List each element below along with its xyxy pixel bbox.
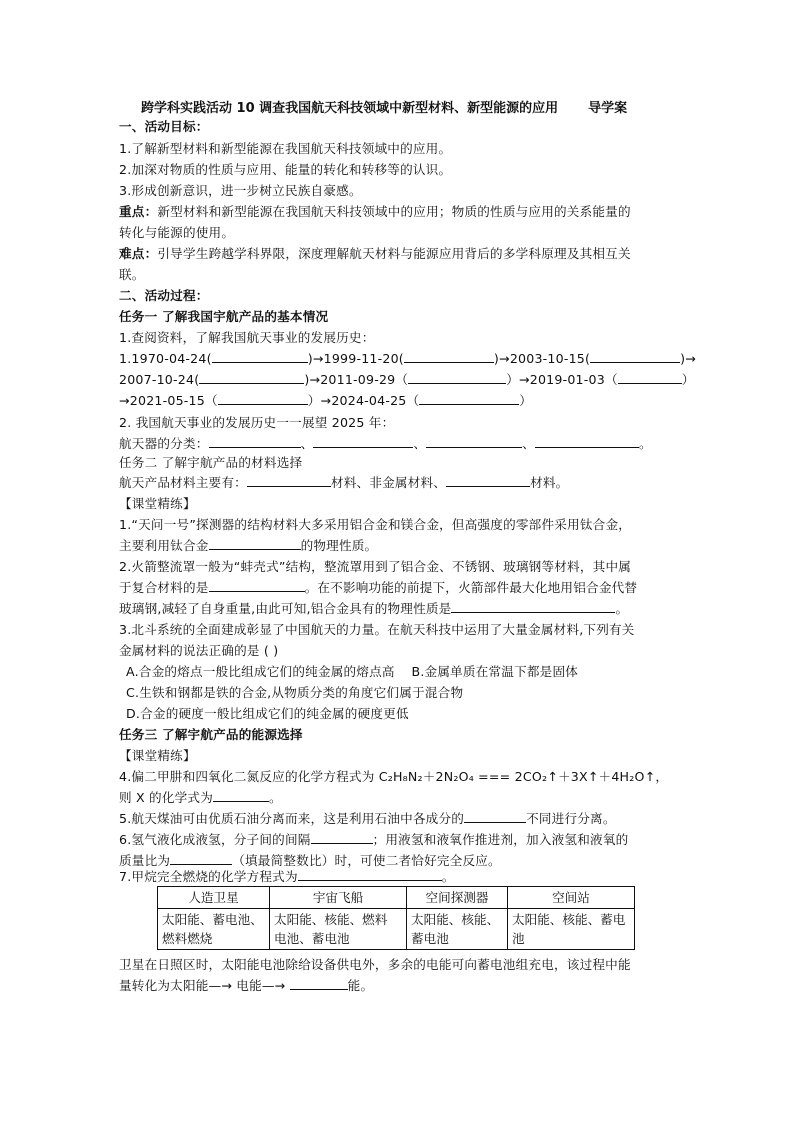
task1-title: 任务一 了解我国宇航产品的基本情况	[119, 309, 329, 324]
answer-blank[interactable]	[199, 371, 304, 384]
q2-text-d: 。	[615, 601, 629, 616]
difficulty-text-1: 引导学生跨越学科界限，深度理解航天材料与能源应用背后的多学科原理及其相互关	[157, 246, 631, 261]
key-label: 重点：	[119, 204, 158, 219]
arrow-icon: →	[312, 351, 324, 366]
arrow-icon: →	[309, 372, 321, 387]
paren: ）	[519, 393, 533, 408]
answer-blank[interactable]	[209, 537, 301, 550]
timeline-line-3	[119, 392, 532, 410]
q4-line-1: 4.偏二甲肼和四氧化二氮反应的化学方程式为 C₂H₈N₂＋2N₂O₄ === 2CO₂↑＋3X↑＋4H₂O↑，	[119, 769, 669, 784]
paren: )	[304, 372, 310, 387]
q3-options-ab	[126, 663, 578, 681]
timeline-line-2	[119, 371, 695, 389]
paren: ）	[681, 372, 695, 387]
answer-blank[interactable]	[464, 810, 526, 823]
task2-title: 任务二 了解宇航产品的材料选择	[119, 455, 303, 470]
answer-blank[interactable]	[290, 977, 348, 990]
separator: 、	[413, 436, 427, 451]
materials-text: 材料、非金属材料、	[330, 475, 447, 490]
q2-line-1: 2.火箭整流罩一般为“蚌壳式”结构，整流罩用到了铝合金、不锈钢、玻璃钢等材料，其中属	[119, 559, 632, 574]
task3-title: 任务三 了解宇航产品的能源选择	[119, 727, 303, 742]
q1-text-a: 主要利用钛合金	[119, 538, 209, 553]
q7-text-b: 。	[441, 869, 455, 884]
key-points-line-2: 转化与能源的使用。	[119, 225, 235, 240]
arrow-icon: →	[685, 351, 697, 366]
answer-blank[interactable]	[170, 852, 232, 865]
table-header: 人造卫星	[158, 887, 270, 909]
q2-text-a: 于复合材料的是	[119, 580, 209, 595]
closing-text-a: 量转化为太阳能—→ 电能—→	[119, 978, 290, 993]
option-a[interactable]: A.合金的熔点一般比组成它们的纯金属的熔点高	[126, 664, 395, 679]
materials-label: 航天产品材料主要有：	[119, 475, 247, 490]
q2-line-2	[119, 579, 637, 597]
key-points-line-1	[119, 203, 631, 221]
categories-label: 航天器的分类：	[119, 436, 209, 451]
answer-blank[interactable]	[298, 868, 442, 881]
task1-q2: 2. 我国航天事业的发展历史一一展望 2025 年：	[119, 415, 395, 430]
answer-blank[interactable]	[212, 350, 308, 363]
title-tag: 导学案	[588, 101, 628, 116]
paren: )	[307, 351, 313, 366]
table-header: 空间站	[508, 887, 635, 909]
paren: ）	[307, 393, 321, 408]
q6-line-1	[119, 831, 628, 849]
closing-line-2	[119, 977, 373, 995]
arrow-icon: →	[499, 351, 510, 366]
option-b[interactable]: B.金属单质在常温下都是固体	[411, 664, 579, 679]
q5-text-a: 5.航天煤油可由优质石油分离而来，这是利用石油中各成分的	[119, 811, 465, 826]
difficulty-label: 难点：	[119, 246, 158, 261]
task2-materials-line	[119, 474, 568, 492]
q6-text-d: （填最简整数比）时，可使二者恰好完全反应。	[232, 853, 501, 868]
cell-line: 太阳能、核能、	[411, 912, 500, 927]
q1-line-2	[119, 537, 377, 555]
answer-blank[interactable]	[313, 435, 413, 448]
answer-blank[interactable]	[247, 474, 331, 487]
cell-line: 燃料燃烧	[162, 931, 213, 946]
answer-blank[interactable]	[213, 789, 269, 802]
timeline-date-5: 2011-09-29（	[320, 372, 409, 387]
table-cell	[407, 909, 508, 950]
difficulty-line-2: 联。	[119, 267, 145, 282]
answer-blank[interactable]	[419, 392, 519, 405]
q5-line	[119, 810, 616, 828]
practice-label-2: 【课堂精练】	[119, 748, 196, 763]
answer-blank[interactable]	[446, 474, 530, 487]
title-text: 跨学科实践活动 10 调查我国航天科技领域中新型材料、新型能源的应用	[141, 101, 559, 116]
cell-line: 电池、蓄电池	[274, 931, 350, 946]
cell-line: 池	[512, 931, 525, 946]
answer-blank[interactable]	[311, 831, 373, 844]
q3-line-2: 金属材料的说法正确的是 ( )	[119, 643, 279, 658]
q1-text-b: 的物理性质。	[300, 538, 378, 553]
closing-text-b: 能。	[347, 978, 374, 993]
timeline-date-1: 1.1970-04-24(	[119, 351, 212, 366]
q4-line-2	[119, 789, 282, 807]
practice-label: 【课堂精练】	[119, 496, 196, 511]
table-row	[158, 909, 635, 950]
timeline-line-1	[119, 350, 696, 368]
timeline-date-6: 2019-01-03（	[529, 372, 618, 387]
period: 。	[638, 436, 652, 451]
answer-blank[interactable]	[451, 600, 615, 613]
q2-text-b: 。在不影响功能的前提下，火箭部件最大化地用铝合金代替	[304, 580, 638, 595]
q6-text-a: 6.氢气液化成液氢，分子间的间隔	[119, 832, 311, 847]
table-cell	[270, 909, 407, 950]
table-header-row	[158, 887, 635, 909]
answer-blank[interactable]	[426, 435, 522, 448]
q1-line-1: 1.“天问一号”探测器的结构材料大多采用铝合金和镁合金，但高强度的零部件采用钛合金，	[119, 517, 632, 532]
q6-text-b: ；用液氢和液氧作推进剂，加入液氢和液氧的	[372, 832, 629, 847]
answer-blank[interactable]	[209, 435, 301, 448]
spacecraft-categories-line	[119, 435, 652, 453]
cell-line: 蓄电池	[411, 931, 449, 946]
option-d[interactable]: D.合金的硬度一般比组成它们的纯金属的硬度更低	[126, 706, 409, 721]
q2-text-c: 玻璃钢,减轻了自身重量,由此可知,铝合金具有的物理性质是	[119, 601, 452, 616]
paren: ）	[506, 372, 519, 387]
separator: 、	[522, 436, 535, 451]
goal-item-3: 3.形成创新意识，进一步树立民族自豪感。	[119, 183, 362, 198]
energy-table	[157, 886, 635, 950]
paren: )	[493, 351, 500, 366]
table-cell	[158, 909, 270, 950]
q2-line-3	[119, 600, 628, 618]
closing-line-1: 卫星在日照区时，太阳能电池除给设备供电外，多余的电能可向蓄电池组充电，该过程中能	[119, 957, 631, 972]
cell-line: 太阳能、蓄电池、	[162, 912, 263, 927]
q5-text-b: 不同进行分离。	[526, 811, 616, 826]
table-cell	[508, 909, 635, 950]
answer-blank[interactable]	[618, 371, 682, 384]
key-text-1: 新型材料和新型能源在我国航天科技领域中的应用；物质的性质与应用的关系能量的	[157, 204, 631, 219]
arrow-icon: →	[320, 393, 332, 408]
table-header: 宇宙飞船	[270, 887, 407, 909]
table-header: 空间探测器	[407, 887, 508, 909]
q7-line	[119, 868, 455, 886]
answer-blank[interactable]	[590, 350, 680, 363]
answer-blank[interactable]	[209, 579, 305, 592]
answer-blank[interactable]	[218, 392, 308, 405]
cell-line: 太阳能、核能、蓄电	[512, 912, 626, 927]
paren: )	[680, 351, 686, 366]
goal-item-1: 1.了解新型材料和新型能源在我国航天科技领域中的应用。	[119, 141, 452, 156]
q7-text-a: 7.甲烷完全燃烧的化学方程式为	[119, 869, 298, 884]
q3-line-1: 3.北斗系统的全面建成彰显了中国航天的力量。在航天科技中运用了大量金属材料,下列有关	[119, 622, 635, 637]
q4-text-b: 。	[269, 790, 282, 805]
answer-blank[interactable]	[535, 435, 639, 448]
answer-blank[interactable]	[404, 350, 494, 363]
timeline-date-2: 1999-11-20(	[323, 351, 404, 366]
separator: 、	[300, 436, 314, 451]
q4-text-a: 则 X 的化学式为	[119, 790, 213, 805]
timeline-date-3: 2003-10-15(	[509, 351, 591, 366]
answer-blank[interactable]	[408, 371, 506, 384]
timeline-date-7: 2021-05-15（	[129, 393, 218, 408]
difficulty-line-1	[119, 245, 631, 263]
option-c[interactable]: C.生铁和钢都是铁的合金,从物质分类的角度它们属于混合物	[126, 685, 464, 700]
materials-end: 材料。	[530, 475, 569, 490]
goal-item-2: 2.加深对物质的性质与应用、能量的转化和转移等的认识。	[119, 162, 452, 177]
goals-heading: 一、活动目标：	[119, 119, 209, 134]
process-heading: 二、活动过程：	[119, 288, 209, 303]
timeline-date-8: 2024-04-25（	[331, 393, 420, 408]
timeline-date-4: 2007-10-24(	[119, 372, 200, 387]
page-title	[141, 97, 627, 116]
arrow-icon: →	[518, 372, 530, 387]
task1-q1: 1.查阅资料，了解我国航天事业的发展历史：	[119, 330, 375, 345]
cell-line: 太阳能、核能、燃料	[274, 912, 388, 927]
arrow-icon: →	[119, 393, 130, 408]
q6-text-c: 质量比为	[119, 853, 171, 868]
